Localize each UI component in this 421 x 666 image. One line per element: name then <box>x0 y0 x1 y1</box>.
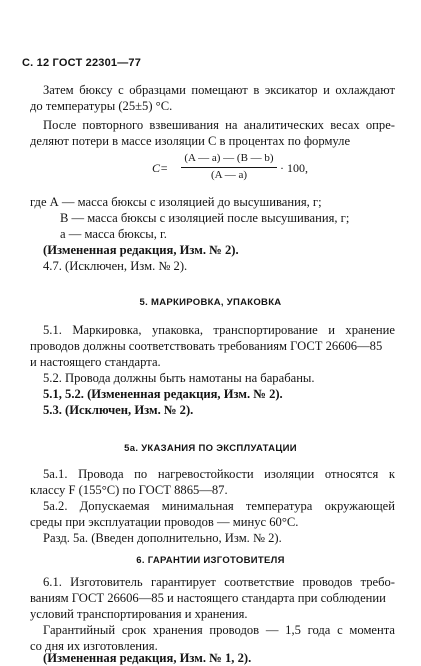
paragraph-line: 6.1. Изготовитель гарантирует соответствие проводов требо- <box>43 575 395 589</box>
amendment-note: 5.1, 5.2. (Измененная редакция, Изм. № 2). <box>43 387 283 401</box>
section-title: 5а. УКАЗАНИЯ ПО ЭКСПЛУАТАЦИИ <box>124 443 297 454</box>
amendment-note: (Измененная редакция, Изм. № 1, 2). <box>43 651 252 665</box>
paragraph-line: 5.2. Провода должны быть намотаны на барабаны. <box>43 371 315 385</box>
section-title: 6. ГАРАНТИИ ИЗГОТОВИТЕЛЯ <box>136 555 285 566</box>
paragraph-line: со дня их изготовления. <box>30 639 158 653</box>
definition-line: В — масса бюксы с изоляцией после высушивания, г; <box>60 211 350 225</box>
amendment-note: (Измененная редакция, Изм. № 2). <box>43 243 239 257</box>
paragraph-line: классу F (155°С) по ГОСТ 8865—87. <box>30 483 228 497</box>
paragraph-line: деляют потери в массе изоляции С в процентах по формуле <box>30 134 351 148</box>
paragraph-line: Затем бюксу с образцами помещают в эксикатор и охлаждают <box>43 83 395 97</box>
paragraph-line: ваниям ГОСТ 26606—85 и настоящего стандарта при соблюдении <box>30 591 386 605</box>
formula-lhs: С= <box>152 161 169 175</box>
fraction-bar <box>181 167 277 168</box>
paragraph-line: 5а.1. Провода по нагревостойкости изоляции относятся к <box>43 467 395 481</box>
definition-line: где А — масса бюксы с изоляцией до высушивания, г; <box>30 195 322 209</box>
section-title: 5. МАРКИРОВКА, УПАКОВКА <box>139 297 282 308</box>
paragraph-line: Гарантийный срок хранения проводов — 1,5 года с момента <box>43 623 395 637</box>
paragraph-line: проводов должны соответствовать требованиям ГОСТ 26606—85 <box>30 339 383 353</box>
clause-line: 4.7. (Исключен, Изм. № 2). <box>43 259 188 273</box>
definition-line: а — масса бюксы, г. <box>60 227 167 241</box>
paragraph-line: 5а.2. Допускаемая минимальная температура окружающей <box>43 499 395 513</box>
formula-numerator: (A — a) — (B — b) <box>184 152 274 164</box>
loss-formula <box>152 152 382 186</box>
paragraph-line: и настоящего стандарта. <box>30 355 161 369</box>
amendment-note: Разд. 5а. (Введен дополнительно, Изм. № 2). <box>43 531 282 545</box>
paragraph-line: условий транспортирования и хранения. <box>30 607 248 621</box>
paragraph-line: до температуры (25±5) °С. <box>30 99 173 113</box>
paragraph-line: 5.1. Маркировка, упаковка, транспортирование и хранение <box>43 323 395 337</box>
formula-tail: · 100, <box>280 161 308 175</box>
amendment-note: 5.3. (Исключен, Изм. № 2). <box>43 403 194 417</box>
paragraph-line: среды при эксплуатации проводов — минус 60°С. <box>30 515 299 529</box>
formula-denominator: (A — a) <box>210 169 248 181</box>
page-header: С. 12 ГОСТ 22301—77 <box>22 57 142 69</box>
paragraph-line: После повторного взвешивания на аналитических весах опре- <box>43 118 395 132</box>
